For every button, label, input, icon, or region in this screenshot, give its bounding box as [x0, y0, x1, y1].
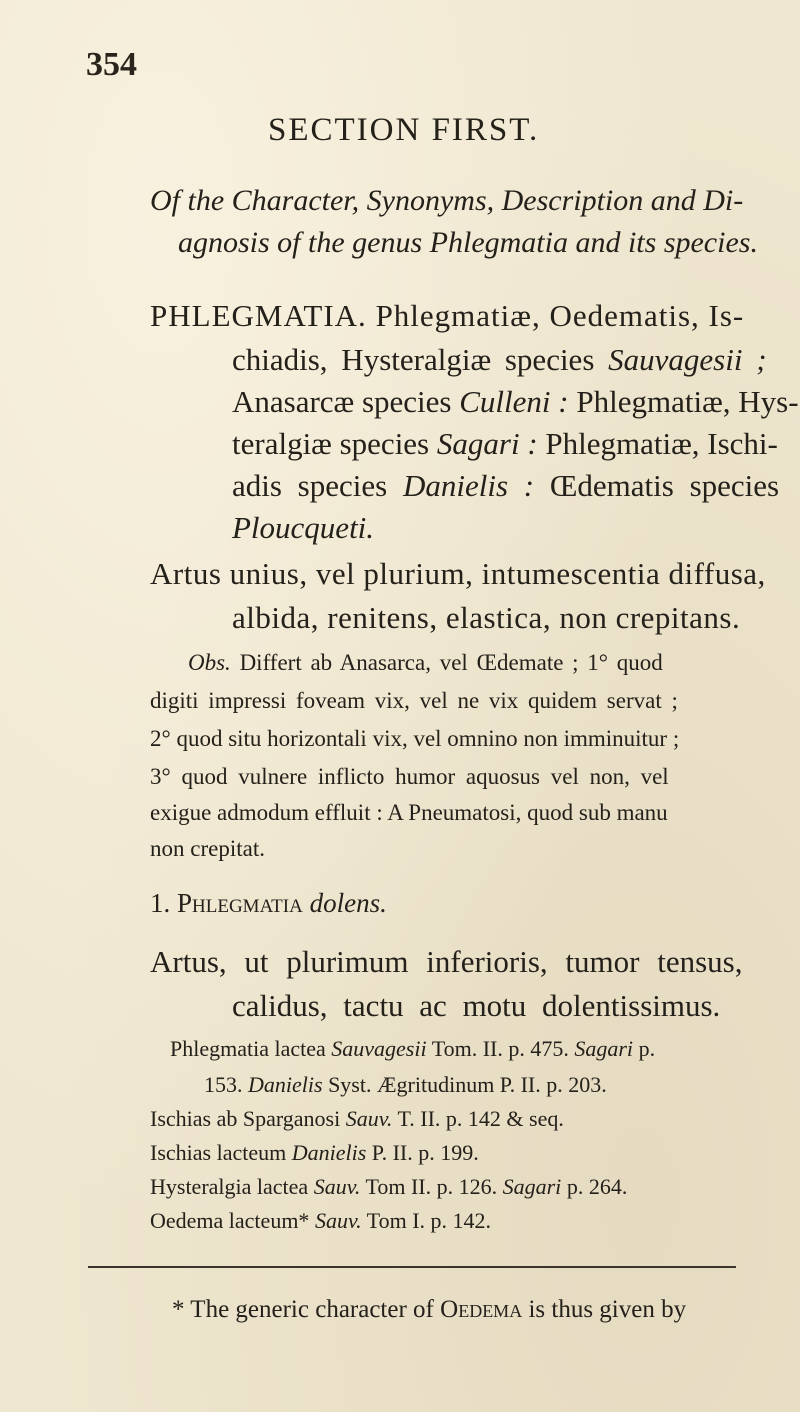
reference-text: 153.: [204, 1072, 248, 1097]
footnote-rule: [88, 1266, 736, 1268]
species-heading: [150, 888, 387, 919]
synonyms-text: teralgiæ species: [232, 426, 437, 461]
species-epithet: dolens.: [309, 888, 387, 918]
genus-synonyms-line-5: [232, 468, 779, 504]
author-name: Sauvagesii: [331, 1036, 427, 1061]
genus-character-line-1: Artus unius, vel plurium, intumescentia diffusa,: [150, 556, 766, 591]
observation-line-3: 2° quod situ horizontali vix, vel omnino non imminuitur ;: [150, 726, 680, 751]
genus-synonyms-line-4: [232, 426, 778, 462]
reference-text: Tom I. p. 142.: [361, 1208, 492, 1233]
footnote-text: is thus given by: [522, 1296, 687, 1323]
species-number: 1.: [150, 888, 171, 918]
species-genus: Phlegmatia: [177, 888, 303, 918]
author-name: Sagari: [574, 1036, 634, 1061]
subtitle-line-1: Of the Character, Synonyms, Description and Di-: [150, 184, 744, 217]
section-title: SECTION FIRST.: [268, 112, 540, 148]
reference-text: Oedema lacteum*: [150, 1208, 315, 1233]
author-name: Sauv.: [314, 1208, 362, 1233]
observation-line-6: non crepitat.: [150, 836, 265, 861]
author-name: Sauv.: [345, 1106, 393, 1131]
reference-text: p. 264.: [561, 1174, 628, 1199]
synonyms-text: chiadis, Hysteralgiæ species: [232, 342, 609, 377]
page-number: 354: [86, 46, 137, 83]
reference-line-2: [204, 1072, 607, 1098]
species-description-line-2: calidus, tactu ac motu dolentissimus.: [232, 988, 721, 1023]
footnote-term: Oedema: [440, 1296, 523, 1323]
observation-line-2: digiti impressi foveam vix, vel ne vix quidem servat ;: [150, 688, 678, 713]
reference-line-5: [150, 1174, 627, 1200]
reference-text: P. II. p. 199.: [366, 1140, 479, 1165]
reference-line-4: [150, 1140, 479, 1166]
synonyms-text: Phlegmatiæ, Ischi-: [537, 426, 778, 461]
genus-synonyms-line-6: Ploucqueti.: [232, 510, 375, 545]
author-name: Culleni :: [459, 384, 569, 419]
reference-text: T. II. p. 142 & seq.: [392, 1106, 564, 1131]
species-description-line-1: Artus, ut plurimum inferioris, tumor tensus,: [150, 944, 743, 979]
obs-label: Obs.: [188, 650, 231, 675]
synonyms-text: adis species: [232, 468, 403, 503]
reference-text: Phlegmatia lactea: [170, 1036, 332, 1061]
reference-text: p.: [633, 1036, 656, 1061]
genus-character-line-2: albida, renitens, elastica, non crepitans.: [232, 600, 741, 635]
author-name: Sagari: [502, 1174, 562, 1199]
author-name: Danielis :: [402, 468, 535, 503]
synonyms-text: Phlegmatiæ, Hys-: [568, 384, 799, 419]
author-name: Danielis: [248, 1072, 323, 1097]
genus-name: PHLEGMATIA.: [150, 298, 367, 333]
genus-synonyms-line-1: [150, 298, 744, 334]
genus-synonyms-line-2: [232, 342, 767, 378]
observation-line-5: exigue admodum effluit : A Pneumatosi, quod sub manu: [150, 800, 668, 825]
footnote: [172, 1296, 686, 1324]
reference-text: Ischias ab Sparganosi: [150, 1106, 346, 1131]
author-name: Sagari :: [436, 426, 538, 461]
reference-line-1: [170, 1036, 655, 1062]
reference-line-6: [150, 1208, 491, 1234]
observation-line-1: [188, 650, 663, 676]
reference-text: Tom. II. p. 475.: [426, 1036, 575, 1061]
reference-text: Ischias lacteum: [150, 1140, 292, 1165]
author-name: Sauvagesii ;: [608, 342, 767, 377]
reference-text: Syst. Ægritudinum P. II. p. 203.: [322, 1072, 607, 1097]
reference-text: Hysteralgia lactea: [150, 1174, 314, 1199]
reference-text: Tom II. p. 126.: [360, 1174, 503, 1199]
synonyms-text: Phlegmatiæ, Oedematis, Is-: [375, 298, 745, 333]
observation-text: Differt ab Anasarca, vel Œdemate ; 1° quod: [230, 650, 663, 675]
genus-synonyms-line-3: [232, 384, 799, 420]
observation-line-4: 3° quod vulnere inflicto humor aquosus vel non, vel: [150, 764, 669, 789]
reference-line-3: [150, 1106, 564, 1132]
synonyms-text: Anasarcæ species: [232, 384, 460, 419]
subtitle-line-2: agnosis of the genus Phlegmatia and its species.: [178, 226, 758, 259]
author-name: Danielis: [291, 1140, 367, 1165]
author-name: Sauv.: [313, 1174, 361, 1199]
synonyms-text: Œdematis species: [534, 468, 780, 503]
footnote-text: * The generic character of: [172, 1296, 441, 1323]
